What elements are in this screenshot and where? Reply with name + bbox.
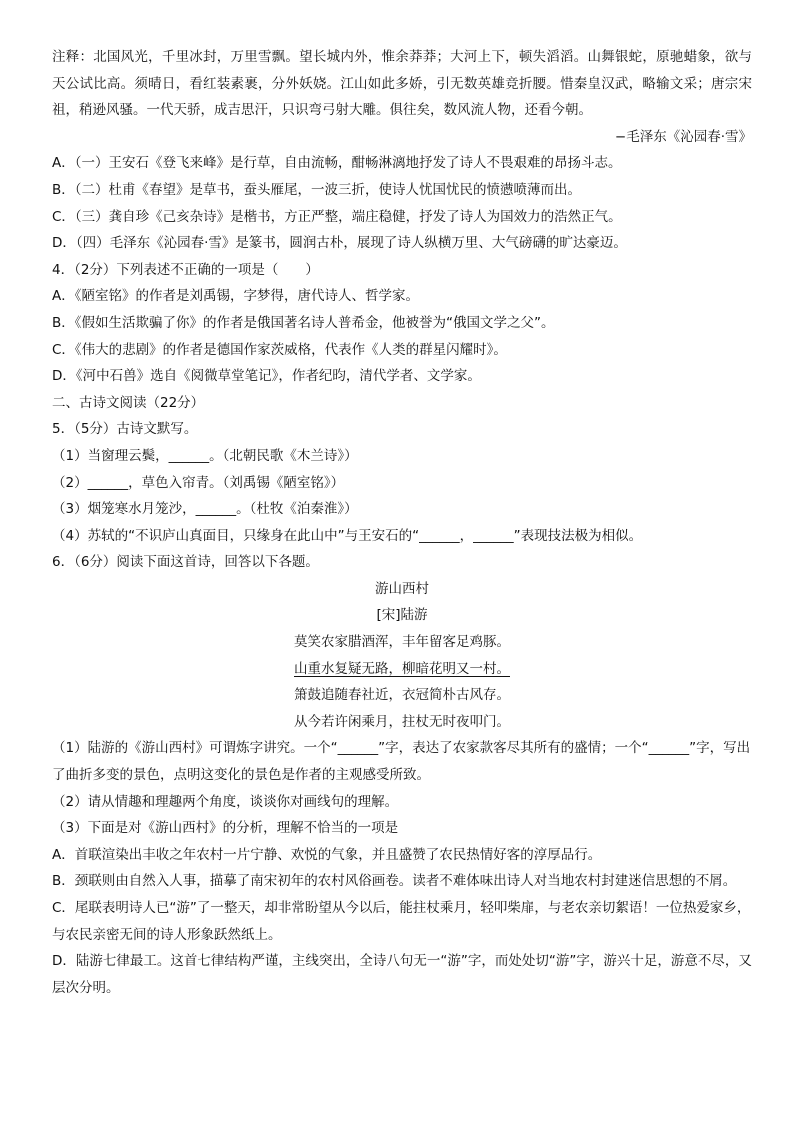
q4-option-c: C．《伟大的悲剧》的作者是德国作家茨威格，代表作《人类的群星闪耀时》。 <box>52 341 507 358</box>
q5-item-4: （4）苏轼的“不识庐山真面目，只缘身在此山中”与王安石的“______，______”表现技法极为相似。 <box>52 527 643 544</box>
q6-sub1: （1）陆游的《游山西村》可谓炼字讲究。一个“______”字，表达了农家款客尽其所有的盛情；一个“______”字，写出了曲折多变的景色，点明这变化的景色是作者的主观感受所致。 <box>52 740 751 784</box>
q6-option-d: D．陆游七律最工。这首七律结构严谨，主线突出，全诗八句无一“游”字，而处处切“游”字，游兴十足，游意不尽，又层次分明。 <box>52 953 752 996</box>
q3-option-a: A．（一）王安石《登飞来峰》是行草，自由流畅，酣畅淋漓地抒发了诗人不畏艰难的昂扬斗志。 <box>52 155 622 172</box>
q6-option-c: C．尾联表明诗人已“游”了一整天，却非常盼望从今以后，能拄杖乘月，轻叩柴扉，与老农亲切絮语！一位热爱家乡，与农民亲密无间的诗人形象跃然纸上。 <box>52 900 751 943</box>
poem-line-3: 箫鼓追随春社近，衣冠简朴古风存。 <box>294 687 510 704</box>
q6-option-a: A．首联渲染出丰收之年农村一片宁静、欢悦的气象，并且盛赞了农民热情好客的淳厚品行。 <box>52 846 602 863</box>
poem-title: 游山西村 <box>375 580 429 597</box>
q6-option-b: B．颈联则由自然入人事，描摹了南宋初年的农村风俗画卷。读者不难体味出诗人对当地农村封建迷信思想的不屑。 <box>52 873 737 890</box>
q5-stem: 5．（5分）古诗文默写。 <box>52 421 198 438</box>
q3-option-b: B．（二）杜甫《春望》是草书，蚕头雁尾，一波三折，使诗人忧国忧民的愤懑喷薄而出。 <box>52 181 582 198</box>
q4-option-d: D．《河中石兽》选自《阅微草堂笔记》，作者纪昀，清代学者、文学家。 <box>52 368 481 385</box>
poem-annotation: 注释：北国风光，千里冰封，万里雪飘。望长城内外，惟余莽莽；大河上下，顿失滔滔。山舞银蛇，原驰蜡象，欲与天公试比高。须晴日，看红装素裹，分外妖娆。江山如此多娇，引无数英雄竞折腰。惜秦皇汉武，略输文采；唐宗宋祖，稍逊风骚。一代天骄，成吉思汗，只识弯弓射大雕。俱往矣，数风流人物，还看今朝。 <box>52 49 752 119</box>
q4-option-b: B．《假如生活欺骗了你》的作者是俄国著名诗人普希金，他被誉为“俄国文学之父”。 <box>52 314 555 331</box>
q4-stem: 4．（2分）下列表述不正确的一项是（ ） <box>52 261 319 278</box>
poem-line-4: 从今若许闲乘月，拄杖无时夜叩门。 <box>294 713 510 730</box>
underlined-poem-line: 山重水复疑无路，柳暗花明又一村。 <box>294 660 510 677</box>
q5-item-1: （1）当窗理云鬓，______。（北朝民歌《木兰诗》） <box>52 447 358 464</box>
q5-item-2: （2）______，草色入帘青。（刘禹锡《陋室铭》） <box>52 474 345 491</box>
q5-item-3: （3）烟笼寒水月笼沙，______。（杜牧《泊秦淮》） <box>52 501 358 518</box>
q6-sub3: （3）下面是对《游山西村》的分析，理解不恰当的一项是 <box>52 820 399 837</box>
annotation-source: −毛泽东《沁园春·雪》 <box>614 128 752 145</box>
poem-line-1: 莫笑农家腊酒浑，丰年留客足鸡豚。 <box>294 634 510 651</box>
poem-author: [宋]陆游 <box>376 607 428 624</box>
section-heading: 二、古诗文阅读（22分） <box>52 394 205 411</box>
q3-option-d: D．（四）毛泽东《沁园春·雪》是篆书，圆润古朴，展现了诗人纵横万里、大气磅礴的旷达豪迈。 <box>52 235 627 252</box>
q6-sub2: （2）请从情趣和理趣两个角度，谈谈你对画线句的理解。 <box>52 793 399 810</box>
q6-stem: 6．（6分）阅读下面这首诗，回答以下各题。 <box>52 554 319 571</box>
q4-option-a: A．《陋室铭》的作者是刘禹锡，字梦得，唐代诗人、哲学家。 <box>52 288 419 305</box>
q3-option-c: C．（三）龚自珍《己亥杂诗》是楷书，方正严整，端庄稳健，抒发了诗人为国效力的浩然正气。 <box>52 208 622 225</box>
poem-line-2 <box>52 656 752 683</box>
exam-page <box>52 44 752 1001</box>
